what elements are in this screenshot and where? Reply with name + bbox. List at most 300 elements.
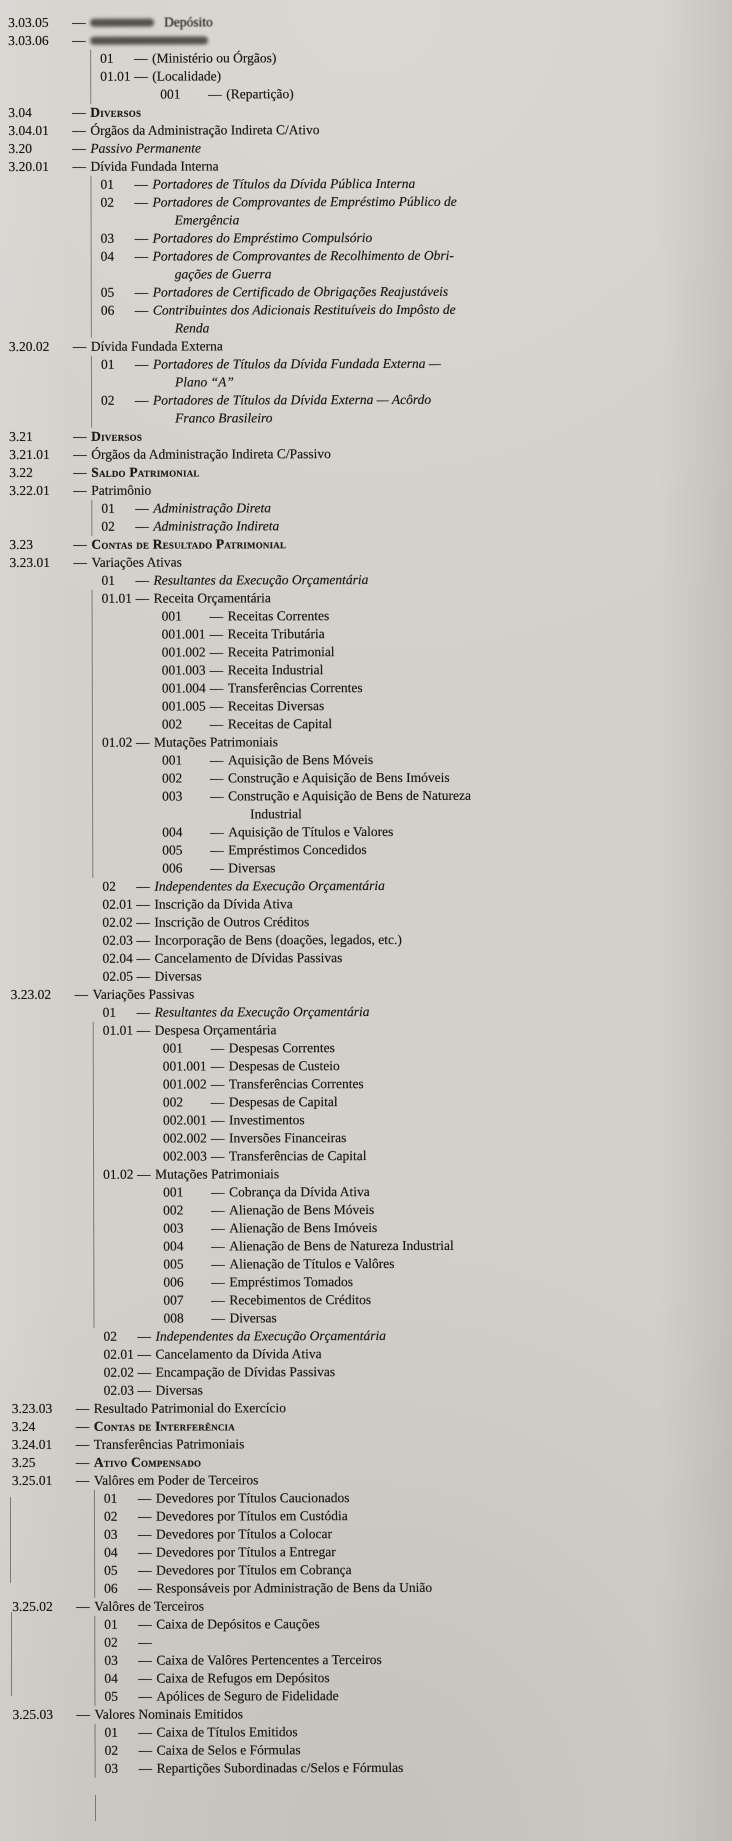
account-code: 002.002: [162, 1130, 207, 1146]
dash-separator: —: [138, 1688, 152, 1704]
dash-separator: —: [134, 176, 149, 192]
account-code: 3.23.01: [9, 554, 50, 570]
account-title: Saldo Patrimonial: [91, 464, 200, 480]
dash-separator: —: [209, 680, 224, 696]
account-code: 02.02: [103, 1364, 134, 1380]
account-title: Variações Passivas: [92, 986, 195, 1002]
account-row: [4, 1398, 732, 1418]
account-row: [4, 1650, 732, 1670]
dash-separator: —: [208, 86, 222, 102]
dash-separator: —: [73, 446, 87, 462]
dash-separator: —: [75, 1400, 90, 1416]
account-title: Receita Tributária: [227, 626, 325, 642]
dash-separator: —: [211, 1148, 225, 1164]
dash-separator: —: [73, 554, 87, 570]
dash-separator: —: [72, 338, 87, 354]
account-row: [3, 1218, 732, 1238]
dash-separator: —: [209, 698, 224, 714]
account-code: 3.04: [8, 104, 32, 120]
account-row: [0, 84, 732, 104]
dash-separator: —: [137, 1364, 152, 1380]
dash-separator: —: [211, 1256, 225, 1272]
account-title: Órgãos da Administração Indireta C/Ativo: [90, 122, 320, 138]
account-code: 002: [162, 1094, 184, 1110]
account-code: 02.03: [102, 932, 133, 948]
account-title: Empréstimos Concedidos: [228, 842, 367, 858]
account-row: [4, 1704, 732, 1724]
dash-separator: —: [72, 140, 86, 156]
account-code: 01: [103, 1490, 118, 1506]
scan-artifact: [11, 1612, 12, 1696]
account-row: [0, 30, 732, 50]
account-title: Administração Direta: [153, 500, 271, 516]
account-code: 03: [104, 1652, 118, 1668]
account-row: [3, 1038, 732, 1058]
dash-separator: —: [135, 572, 150, 588]
account-row: [2, 912, 732, 932]
account-code: 06: [100, 302, 115, 318]
dash-separator: —: [75, 1472, 90, 1488]
account-row: [4, 1686, 732, 1706]
account-row: [1, 444, 732, 464]
account-row: [3, 966, 732, 986]
account-code: 3.24: [11, 1418, 36, 1434]
dash-separator: —: [134, 194, 149, 210]
account-code: 008: [163, 1310, 184, 1326]
account-code: 01: [102, 1004, 117, 1020]
account-row: [1, 534, 732, 554]
dash-separator: —: [137, 1328, 152, 1344]
account-row: [2, 660, 732, 680]
account-title: Receitas Diversas: [227, 698, 325, 714]
account-title: Incorporação de Bens (doações, legados, etc.): [154, 931, 402, 948]
account-title: Diversas: [228, 860, 276, 876]
dash-separator: —: [75, 1436, 90, 1452]
dash-separator: —: [211, 1238, 225, 1254]
account-title: (Repartição): [226, 86, 294, 102]
account-row: [1, 336, 732, 356]
account-row: [2, 642, 732, 662]
account-row: [4, 1344, 732, 1364]
account-title: Cobrança da Dívida Ativa: [229, 1184, 370, 1200]
account-row: [3, 1236, 732, 1256]
dash-separator: —: [138, 1724, 153, 1740]
account-title: Independentes da Execução Orçamentária: [155, 1327, 387, 1344]
account-row: [3, 1092, 732, 1112]
dash-separator: —: [209, 662, 224, 678]
account-code: 005: [162, 842, 183, 858]
account-row: [4, 1614, 732, 1634]
dash-separator: —: [211, 1310, 225, 1326]
dash-separator: —: [210, 1058, 225, 1074]
dash-separator: —: [137, 1490, 152, 1506]
account-code: 06: [104, 1580, 118, 1596]
account-code: 3.22: [9, 464, 33, 480]
account-title: Despesas de Custeio: [228, 1058, 340, 1074]
account-code: 3.20: [8, 140, 33, 156]
dash-separator: —: [136, 1004, 151, 1020]
account-row: [4, 1362, 732, 1382]
account-title: Alienação de Bens Móveis: [229, 1202, 375, 1218]
account-row: [3, 1056, 732, 1076]
account-code: 002: [163, 1202, 184, 1218]
account-row: [2, 732, 732, 752]
dash-separator: —: [209, 608, 224, 624]
account-code: 3.25: [11, 1454, 36, 1470]
account-title: Receita Orçamentária: [153, 590, 271, 606]
dash-separator: —: [137, 1508, 152, 1524]
account-title: Devedores por Títulos em Cobrança: [156, 1562, 352, 1578]
dash-separator: —: [72, 14, 86, 30]
account-row: [2, 930, 732, 950]
account-code: 3.25.01: [11, 1472, 53, 1488]
account-code: 04: [104, 1544, 118, 1560]
account-code: 3.04.01: [8, 122, 49, 138]
account-row: [0, 156, 732, 176]
account-title: Contas de Resultado Patrimonial: [91, 536, 287, 552]
dash-separator: —: [210, 842, 224, 858]
dash-separator: —: [134, 284, 149, 300]
account-row: [1, 228, 732, 248]
account-row: [4, 1434, 732, 1454]
account-title-continuation: Franco Brasileiro: [175, 410, 273, 426]
account-row: [2, 750, 732, 770]
account-code: 001.002: [162, 1076, 207, 1092]
dash-separator: —: [72, 32, 86, 48]
account-title: Cancelamento de Dívidas Passivas: [154, 950, 343, 966]
account-code: 01.02: [103, 1166, 134, 1182]
account-row: [1, 282, 732, 302]
account-row: [1, 300, 732, 338]
dash-separator: —: [138, 1652, 152, 1668]
account-code: 02.01: [103, 1346, 134, 1362]
account-code: 01: [104, 1724, 119, 1740]
account-code: 02: [101, 392, 115, 408]
account-row: [3, 1074, 732, 1094]
account-title: Aquisição de Bens Móveis: [227, 752, 374, 768]
dash-separator: —: [136, 896, 150, 912]
account-row: [5, 1758, 732, 1778]
dash-separator: —: [210, 1076, 225, 1092]
dash-separator: —: [135, 590, 150, 606]
account-title: Alienação de Bens Imóveis: [229, 1220, 378, 1236]
account-row: [0, 48, 732, 68]
account-title: Caixa de Selos e Fórmulas: [156, 1742, 301, 1758]
account-title: Mutações Patrimoniais: [155, 1166, 280, 1182]
dash-separator: —: [135, 392, 149, 408]
account-row: [4, 1578, 732, 1598]
account-code: 001: [162, 1040, 184, 1056]
account-row: [0, 138, 732, 158]
dash-separator: —: [72, 158, 86, 174]
account-code: 3.03.05: [8, 14, 49, 30]
account-code: 02: [104, 1742, 119, 1758]
account-title: Passivo Permanente: [90, 140, 202, 156]
account-title: Responsáveis por Administração de Bens da União: [156, 1579, 433, 1596]
dash-separator: —: [211, 1292, 225, 1308]
dash-separator: —: [75, 1418, 90, 1434]
illegible-ink-smudge: [90, 19, 154, 27]
account-title: Portadores de Títulos da Dívida Pública Interna: [152, 175, 416, 192]
dash-separator: —: [135, 518, 149, 534]
account-title-continuation: Renda: [174, 320, 210, 336]
dash-separator: —: [138, 1562, 152, 1578]
account-row: [3, 1308, 732, 1328]
dash-separator: —: [210, 770, 224, 786]
account-row: [2, 858, 732, 878]
account-title: Órgãos da Administração Indireta C/Passivo: [91, 446, 331, 462]
account-code: 3.23.03: [11, 1400, 53, 1416]
account-title: Empréstimos Tomados: [229, 1274, 354, 1290]
account-code: 001.001: [162, 1058, 207, 1074]
account-title: Valôres de Terceiros: [94, 1598, 204, 1614]
account-row: [0, 174, 732, 194]
account-code: 01.02: [101, 734, 133, 750]
account-row: [3, 984, 732, 1004]
account-title: Diversos: [91, 428, 143, 444]
account-title: Alienação de Títulos e Valôres: [229, 1255, 395, 1272]
dash-separator: —: [210, 788, 224, 804]
account-code: 002.001: [162, 1112, 207, 1128]
dash-separator: —: [137, 1346, 152, 1362]
dash-separator: —: [136, 968, 151, 984]
account-title-continuation: Emergência: [174, 212, 240, 228]
account-title: Despesa Orçamentária: [154, 1022, 277, 1038]
account-row: [5, 1740, 732, 1760]
account-title: Despesas de Capital: [228, 1094, 338, 1110]
account-title: Variações Ativas: [91, 554, 182, 570]
account-title: Aquisição de Títulos e Valores: [228, 823, 394, 840]
account-title: Administração Indireta: [153, 518, 280, 534]
account-code: 3.25.03: [12, 1706, 54, 1722]
account-title: Receitas Correntes: [227, 608, 330, 624]
account-title: Receita Industrial: [227, 662, 324, 678]
account-row: [1, 570, 732, 590]
account-title: Resultado Patrimonial do Exercício: [93, 1400, 287, 1416]
account-title: Apólices de Seguro de Fidelidade: [156, 1688, 339, 1704]
account-title: Portadores de Títulos da Dívida Externa — Acôrdo Franco Brasileiro: [153, 391, 431, 428]
account-row: [2, 840, 732, 860]
account-row: [4, 1488, 732, 1508]
account-row: [4, 1596, 732, 1616]
dash-separator: —: [136, 950, 151, 966]
account-row: [1, 192, 732, 230]
dash-separator: —: [134, 68, 148, 84]
account-code: 004: [162, 824, 183, 840]
account-title: Caixa de Refugos em Depósitos: [156, 1670, 330, 1686]
dash-separator: —: [134, 302, 149, 318]
account-title: Transferências Correntes: [227, 680, 363, 696]
account-row: [4, 1380, 732, 1400]
dash-separator: —: [73, 482, 87, 498]
account-title: Portadores de Certificado de Obrigações Reajustáveis: [152, 283, 449, 300]
account-row: [4, 1632, 732, 1652]
account-row: [1, 498, 732, 518]
account-code: 01: [100, 176, 115, 192]
account-code: 3.20.02: [8, 338, 50, 354]
account-code: 002: [162, 770, 183, 786]
account-title: Diversas: [229, 1310, 277, 1326]
account-code: 3.25.02: [12, 1598, 53, 1614]
account-code: 003: [163, 1220, 184, 1236]
dash-separator: —: [210, 1130, 225, 1146]
dash-separator: —: [72, 122, 86, 138]
illegible-ink-smudge: [90, 36, 208, 44]
account-code: 01: [100, 356, 115, 372]
account-code: 002.003: [163, 1148, 207, 1164]
account-row: [2, 624, 732, 644]
account-code: 002: [161, 716, 183, 732]
dash-separator: —: [74, 986, 89, 1002]
account-title: Ativo Compensado: [93, 1454, 202, 1470]
account-code: 05: [104, 1688, 118, 1704]
dash-separator: —: [76, 1598, 90, 1614]
account-title: Caixa de Títulos Emitidos: [156, 1724, 298, 1740]
account-code: 02.02: [102, 914, 133, 930]
dash-separator: —: [136, 878, 150, 894]
account-code: 02: [103, 1508, 118, 1524]
dash-separator: —: [73, 464, 87, 480]
account-row: [2, 948, 732, 968]
dash-separator: —: [210, 860, 224, 876]
dash-separator: —: [135, 734, 150, 750]
account-row: [1, 354, 732, 392]
account-code: 02: [103, 1328, 118, 1344]
account-title: Caixa de Valôres Pertencentes a Terceiros: [156, 1652, 382, 1668]
dash-separator: —: [136, 1022, 151, 1038]
account-row: [1, 390, 732, 428]
dash-separator: —: [73, 428, 87, 444]
account-title: Investimentos: [228, 1112, 305, 1128]
account-code: 001.001: [161, 626, 206, 642]
account-row: [2, 696, 732, 716]
account-row: [3, 1110, 732, 1130]
dash-separator: —: [75, 1454, 90, 1470]
scan-artifact: [10, 1497, 11, 1583]
account-row: [1, 552, 732, 572]
account-code: 007: [163, 1292, 184, 1308]
account-code: 02: [104, 1634, 118, 1650]
account-title: Devedores por Títulos em Custódia: [155, 1508, 348, 1524]
account-title: Devedores por Títulos a Colocar: [155, 1526, 333, 1542]
dash-separator: —: [138, 1760, 153, 1776]
dash-separator: —: [73, 536, 87, 552]
account-code: 01: [104, 1616, 118, 1632]
account-code: 05: [104, 1562, 118, 1578]
dash-separator: —: [134, 50, 148, 66]
account-code: 001: [160, 86, 181, 102]
account-code: 006: [162, 860, 183, 876]
dash-separator: —: [209, 626, 224, 642]
account-row: [1, 516, 732, 536]
account-title: Patrimônio: [91, 482, 152, 498]
account-code: 001.003: [161, 662, 206, 678]
account-title: Inversões Financeiras: [228, 1130, 347, 1146]
account-row: [4, 1416, 732, 1436]
account-row: [4, 1524, 732, 1544]
dash-separator: —: [76, 1706, 91, 1722]
account-row: [3, 1200, 732, 1220]
account-title: Portadores do Empréstimo Compulsório: [152, 230, 373, 246]
dash-separator: —: [135, 500, 149, 516]
dash-separator: —: [134, 356, 149, 372]
account-title-continuation: gações de Guerra: [174, 266, 272, 282]
account-code: 02.03: [103, 1382, 135, 1398]
account-row: [3, 1182, 732, 1202]
account-row: [4, 1452, 732, 1472]
account-row: [3, 1290, 732, 1310]
dash-separator: —: [134, 230, 149, 246]
dash-separator: —: [210, 824, 224, 840]
dash-separator: —: [210, 1112, 225, 1128]
dash-separator: —: [211, 1202, 225, 1218]
account-title: Mutações Patrimoniais: [153, 734, 279, 750]
account-title: Independentes da Execução Orçamentária: [154, 877, 385, 894]
account-title: Dívida Fundada Interna: [90, 158, 219, 174]
account-code: 3.23.02: [10, 986, 52, 1002]
account-row: [2, 768, 732, 788]
account-code: 3.03.06: [8, 32, 49, 48]
account-title: Encampação de Dívidas Passivas: [155, 1364, 336, 1380]
dash-separator: —: [137, 1382, 152, 1398]
account-code: 001: [161, 608, 182, 624]
dash-separator: —: [138, 1742, 153, 1758]
account-code: 01: [100, 50, 114, 66]
dash-separator: —: [211, 1220, 225, 1236]
account-code: 004: [163, 1238, 184, 1254]
account-code: 04: [100, 248, 115, 264]
account-row: [3, 1326, 732, 1346]
account-title: Portadores de Comprovantes de Empréstimo Público de Emergência: [153, 193, 457, 230]
account-title-continuation: Industrial: [250, 806, 302, 822]
account-title-continuation: Plano “A”: [174, 374, 234, 390]
dash-separator: —: [138, 1616, 152, 1632]
account-title: Construção e Aquisição de Bens Imóveis: [228, 769, 450, 786]
account-title: Receita Patrimonial: [227, 644, 335, 660]
dash-separator: —: [211, 1274, 225, 1290]
account-code: 005: [163, 1256, 184, 1272]
account-title: Alienação de Bens de Natureza Industrial: [229, 1237, 454, 1254]
account-code: 001: [163, 1184, 184, 1200]
account-row: [3, 1164, 732, 1184]
account-code: 03: [103, 1526, 118, 1542]
account-code: 02.05: [102, 968, 133, 984]
account-code: 02.04: [102, 950, 133, 966]
account-code: 3.22.01: [9, 482, 50, 498]
account-row: [4, 1506, 732, 1526]
scan-artifact: [95, 1795, 96, 1821]
account-code: 3.24.01: [11, 1436, 53, 1452]
account-code: 03: [104, 1760, 119, 1776]
dash-separator: —: [138, 1580, 152, 1596]
dash-separator: —: [211, 1184, 225, 1200]
account-title: Portadores de Títulos da Dívida Fundada Externa — Plano “A”: [153, 355, 441, 392]
dash-separator: —: [136, 914, 150, 930]
dash-separator: —: [209, 752, 224, 768]
dash-separator: —: [210, 1040, 225, 1056]
dash-separator: —: [138, 1544, 152, 1560]
account-title: Contribuintes dos Adicionais Restituíveis do Impôsto de Renda: [153, 301, 456, 338]
account-title: [90, 31, 218, 49]
dash-separator: —: [72, 104, 86, 120]
account-row: [2, 678, 732, 698]
account-title: Recebimentos de Créditos: [229, 1292, 372, 1308]
account-code: 3.20.01: [8, 158, 49, 174]
account-row: [4, 1560, 732, 1580]
account-code: 03: [100, 230, 115, 246]
account-title: Caixa de Depósitos e Cauções: [156, 1616, 320, 1632]
account-title: Valores Nominais Emitidos: [94, 1706, 244, 1722]
